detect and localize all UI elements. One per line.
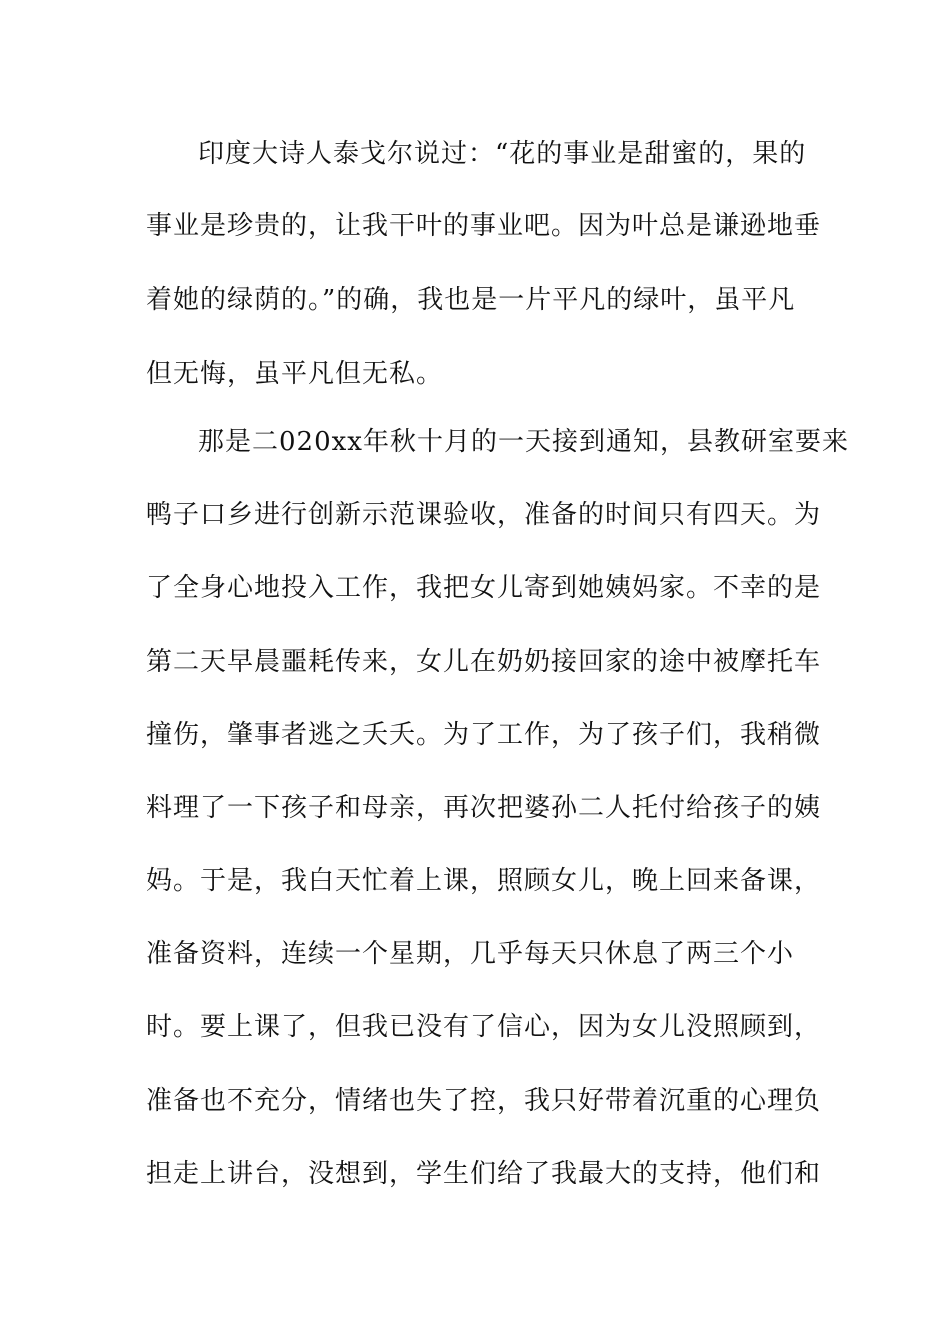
text-line: 鸭子口乡进行创新示范课验收，准备的时间只有四天。为: [146, 500, 822, 530]
text-line: 事业是珍贵的，让我干叶的事业吧。因为叶总是谦逊地垂: [146, 211, 822, 241]
text-line: 印度大诗人泰戈尔说过：“花的事业是甜蜜的，果的: [198, 139, 807, 169]
text-line: 撞伤，肇事者逃之夭夭。为了工作，为了孩子们，我稍微: [146, 720, 822, 750]
text-line: 了全身心地投入工作，我把女儿寄到她姨妈家。不幸的是: [146, 573, 822, 603]
text-line: 准备资料，连续一个星期，几乎每天只休息了两三个小: [146, 939, 795, 969]
text-line: 料理了一下孩子和母亲，再次把婆孙二人托付给孩子的姨: [146, 793, 822, 823]
text-line: 第二天早晨噩耗传来，女儿在奶奶接回家的途中被摩托车: [146, 647, 822, 677]
text-line: 妈。于是，我白天忙着上课，照顾女儿，晚上回来备课，: [146, 866, 822, 896]
text-line: 时。要上课了，但我已没有了信心，因为女儿没照顾到，: [146, 1012, 822, 1042]
text-line: 但无悔，虽平凡但无私。: [146, 359, 444, 389]
text-line: 着她的绿荫的。”的确，我也是一片平凡的绿叶，虽平凡: [146, 285, 796, 315]
text-line: 准备也不充分，情绪也失了控，我只好带着沉重的心理负: [146, 1086, 822, 1116]
text-line: 担走上讲台，没想到，学生们给了我最大的支持，他们和: [146, 1159, 822, 1189]
text-line: 那是二020xx年秋十月的一天接到通知，县教研室要来: [198, 427, 849, 457]
